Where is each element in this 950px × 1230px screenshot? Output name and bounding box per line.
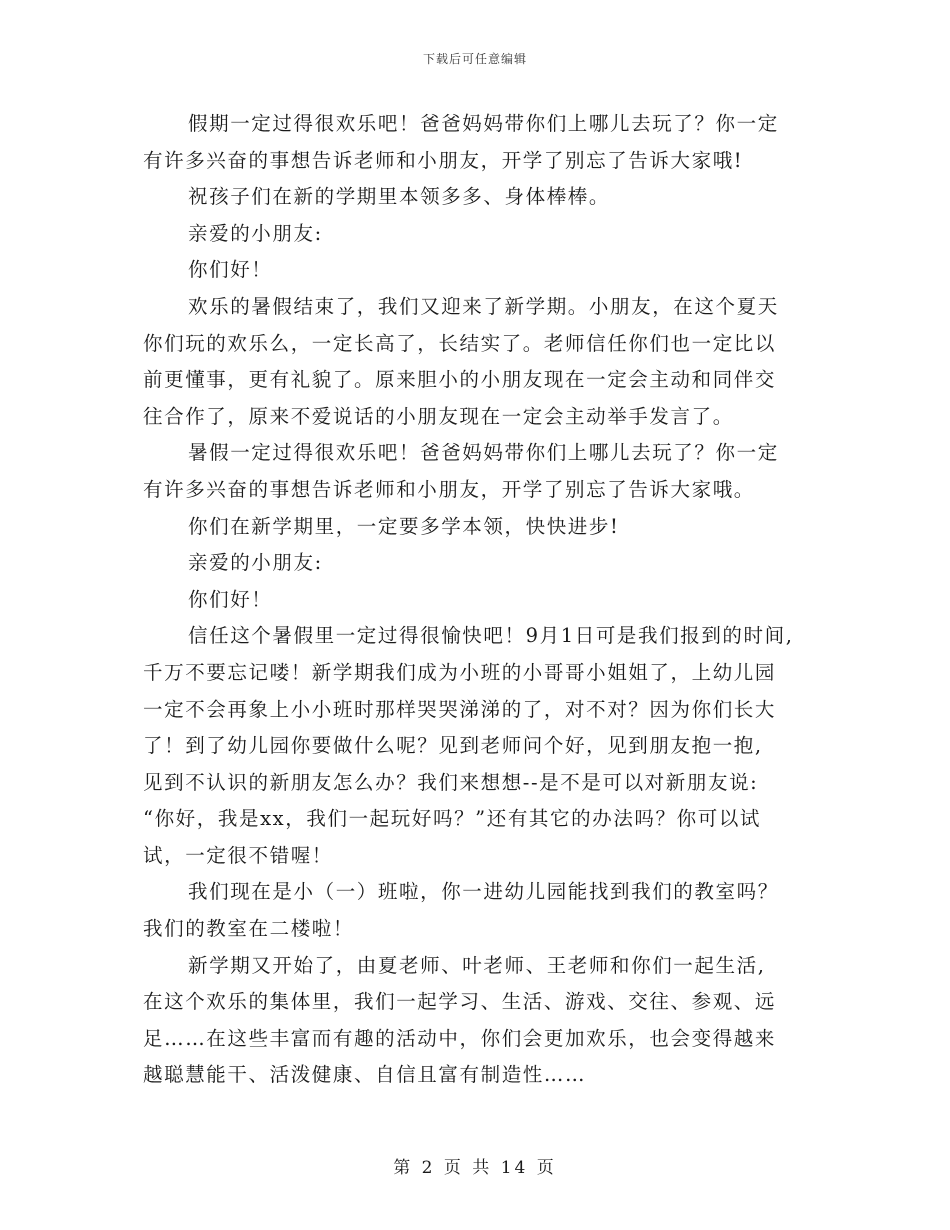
text-line: 有许多兴奋的事想告诉老师和小朋友，开学了别忘了告诉大家哦。: [143, 477, 755, 501]
text-line: 在这个欢乐的集体里，我们一起学习、生活、游戏、交往、参观、远: [143, 990, 777, 1014]
text-line: 你们在新学期里，一定要多学本领，快快进步!: [188, 514, 620, 538]
text-line: 往合作了，原来不爱说话的小朋友现在一定会主动举手发言了。: [143, 404, 734, 428]
text-line: 越聪慧能干、活泼健康、自信且富有制造性……: [143, 1063, 587, 1087]
text-line: 千万不要忘记喽！新学期我们成为小班的小哥哥小姐姐了，上幼儿园: [143, 660, 777, 684]
text-line: 欢乐的暑假结束了，我们又迎来了新学期。小朋友，在这个夏天: [188, 294, 779, 318]
text-line: 亲爱的小朋友:: [188, 551, 323, 575]
text-line: “你好，我是xx，我们一起玩好吗？”还有其它的办法吗？你可以试: [143, 807, 762, 831]
text-line: 了！到了幼儿园你要做什么呢？见到老师问个好，见到朋友抱一抱,: [143, 734, 763, 758]
text-line: 见到不认识的新朋友怎么办？我们来想想--是不是可以对新朋友说:: [143, 770, 759, 794]
text-line: 你们好！: [188, 587, 273, 611]
text-line: 亲爱的小朋友:: [188, 221, 323, 245]
text-line: 新学期又开始了，由夏老师、叶老师、王老师和你们一起生活,: [188, 953, 766, 977]
text-line: 我们现在是小（一）班啦，你一进幼儿园能找到我们的教室吗？: [188, 880, 779, 904]
text-line: 祝孩子们在新的学期里本领多多、身体棒棒。: [188, 185, 611, 209]
text-line: 你们玩的欢乐么，一定长高了，长结实了。老师信任你们也一定比以: [143, 331, 777, 355]
text-line: 假期一定过得很欢乐吧！爸爸妈妈带你们上哪儿去玩了？你一定: [188, 112, 779, 135]
page-header: 下载后可任意编辑: [422, 52, 527, 66]
text-line: 试，一定很不错喔！: [143, 843, 333, 867]
text-line: 前更懂事，更有礼貌了。原来胆小的小朋友现在一定会主动和同伴交: [143, 368, 777, 392]
text-line: 一定不会再象上小小班时那样哭哭涕涕的了，对不对？因为你们长大: [143, 697, 777, 721]
text-line: 信任这个暑假里一定过得很愉快吧！9月1日可是我们报到的时间,: [188, 624, 794, 648]
text-line: 足……在这些丰富而有趣的活动中，你们会更加欢乐，也会变得越来: [143, 1026, 777, 1050]
text-line: 你们好！: [188, 258, 273, 282]
page-footer: 第 2 页 共 14 页: [393, 1158, 557, 1178]
text-line: 我们的教室在二楼啦！: [143, 917, 355, 941]
document-body: [143, 106, 833, 1094]
text-line: 有许多兴奋的事想告诉老师和小朋友，开学了别忘了告诉大家哦!: [143, 148, 744, 172]
text-line: 暑假一定过得很欢乐吧！爸爸妈妈带你们上哪儿去玩了？你一定: [188, 441, 779, 465]
